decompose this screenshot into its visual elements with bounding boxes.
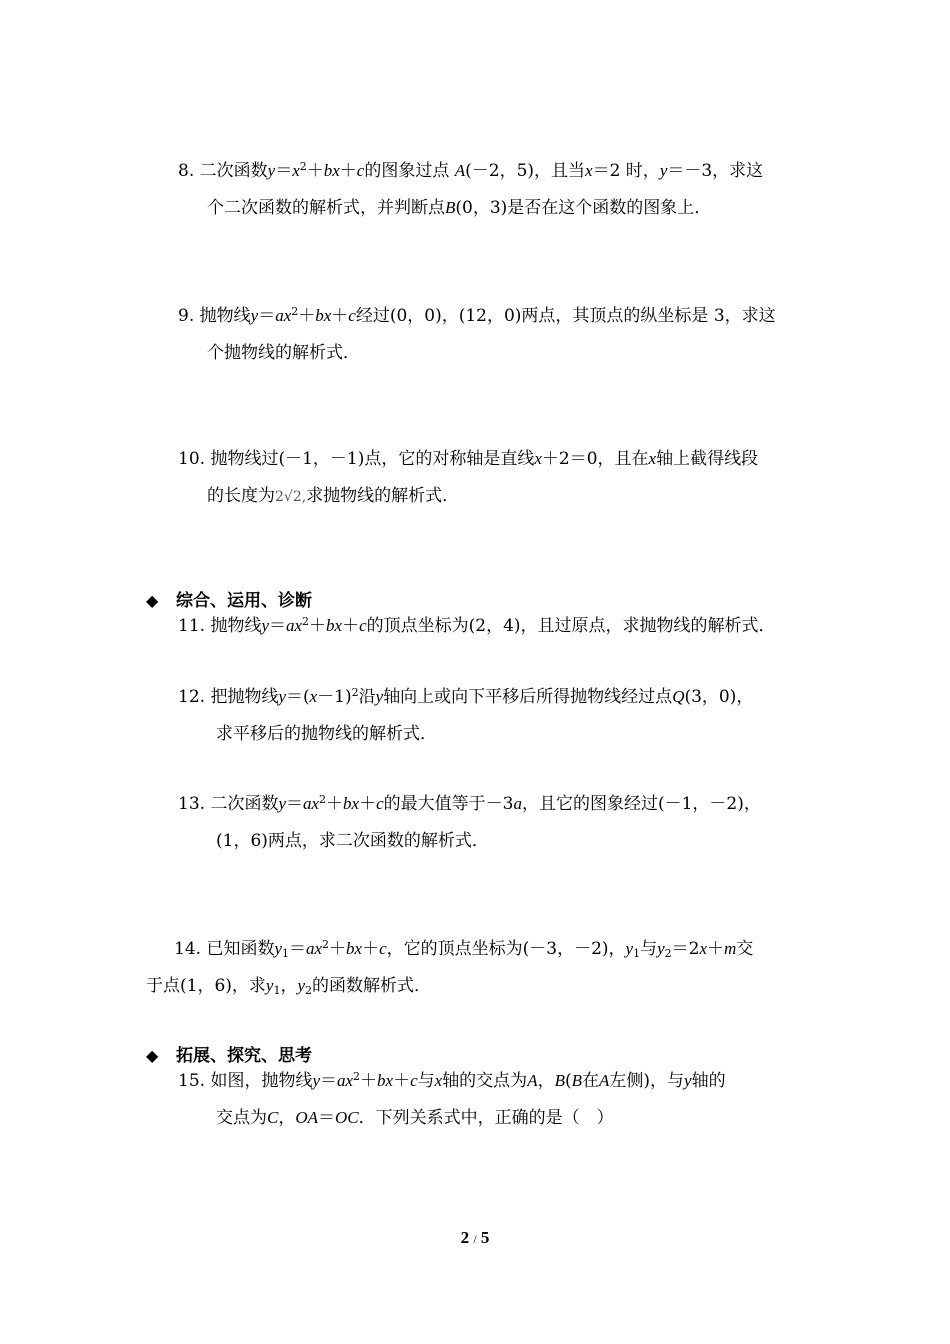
problem-number: 15. — [178, 1071, 206, 1091]
problem-9-line-1: 9. 抛物线$y=ax^2+bx+c$经过(0，0)，(12，0)两点，其顶点的纵坐标是 3，求这 — [178, 305, 776, 326]
problem-10-line-1: 10. 抛物线过(－1，－1)点，它的对称轴是直线x＋2＝0，且在x轴上截得线段 — [178, 449, 759, 469]
problem-number: 12. — [178, 687, 206, 707]
problem-number: 10. — [178, 449, 206, 469]
problem-12-line-2: 求平移后的抛物线的解析式． — [216, 724, 437, 744]
problem-number: 8. — [178, 161, 195, 181]
problem-number: 11. — [178, 616, 206, 636]
problem-number: 14. — [174, 939, 202, 959]
section-heading-comprehensive: ◆ 综合、运用、诊断 — [146, 591, 312, 611]
problem-15-line-1: 15. 如图，抛物线$y=ax^2+bx+c$与x轴的交点为A，B(B在A左侧)，与y轴的 — [178, 1070, 726, 1091]
problem-number: 13. — [178, 794, 206, 814]
section-heading-extension: ◆ 拓展、探究、思考 — [146, 1046, 312, 1066]
problem-14-line-2: 于点(1，6)，求$y_1$，$y_2$的函数解析式． — [146, 976, 431, 997]
diamond-bullet-icon: ◆ — [146, 1046, 159, 1065]
problem-10-line-2: 的长度为2√2,求抛物线的解析式． — [207, 486, 460, 506]
problem-14-line-1: 14. 已知函数$y_1=ax^2+bx+c$，它的顶点坐标为(－3，－2)，$y_1$与$y_2=2x+m$交 — [174, 938, 754, 960]
problem-8-line-2: 个二次函数的解析式，并判断点B(0，3)是否在这个函数的图象上． — [207, 198, 712, 218]
problem-8-line-1: 8. 二次函数$y=x^2+bx+c$的图象过点 A(－2，5)，且当x＝2 时，y＝－3，求这 — [178, 160, 764, 181]
page-number: 2 / 5 — [460, 1228, 490, 1247]
sqrt-expression: 2√2, — [275, 489, 307, 505]
problem-15-line-2: 交点为C，OA＝OC．下列关系式中，正确的是（ ） — [216, 1108, 614, 1128]
problem-13-line-1: 13. 二次函数$y=ax^2+bx+c$的最大值等于－3a，且它的图象经过(－1，－2)， — [178, 793, 761, 814]
problem-number: 9. — [178, 306, 195, 326]
problem-12-line-1: 12. 把抛物线$y=(x-1)^2$沿y轴向上或向下平移后所得抛物线经过点Q(3，0)， — [178, 686, 754, 707]
diamond-bullet-icon: ◆ — [146, 591, 159, 610]
problem-11-line-1: 11. 抛物线$y=ax^2+bx+c$的顶点坐标为(2，4)，且过原点，求抛物线的解析式． — [178, 615, 776, 636]
problem-13-line-2: (1，6)两点，求二次函数的解析式． — [216, 831, 489, 851]
problem-9-line-2: 个抛物线的解析式． — [207, 343, 360, 363]
